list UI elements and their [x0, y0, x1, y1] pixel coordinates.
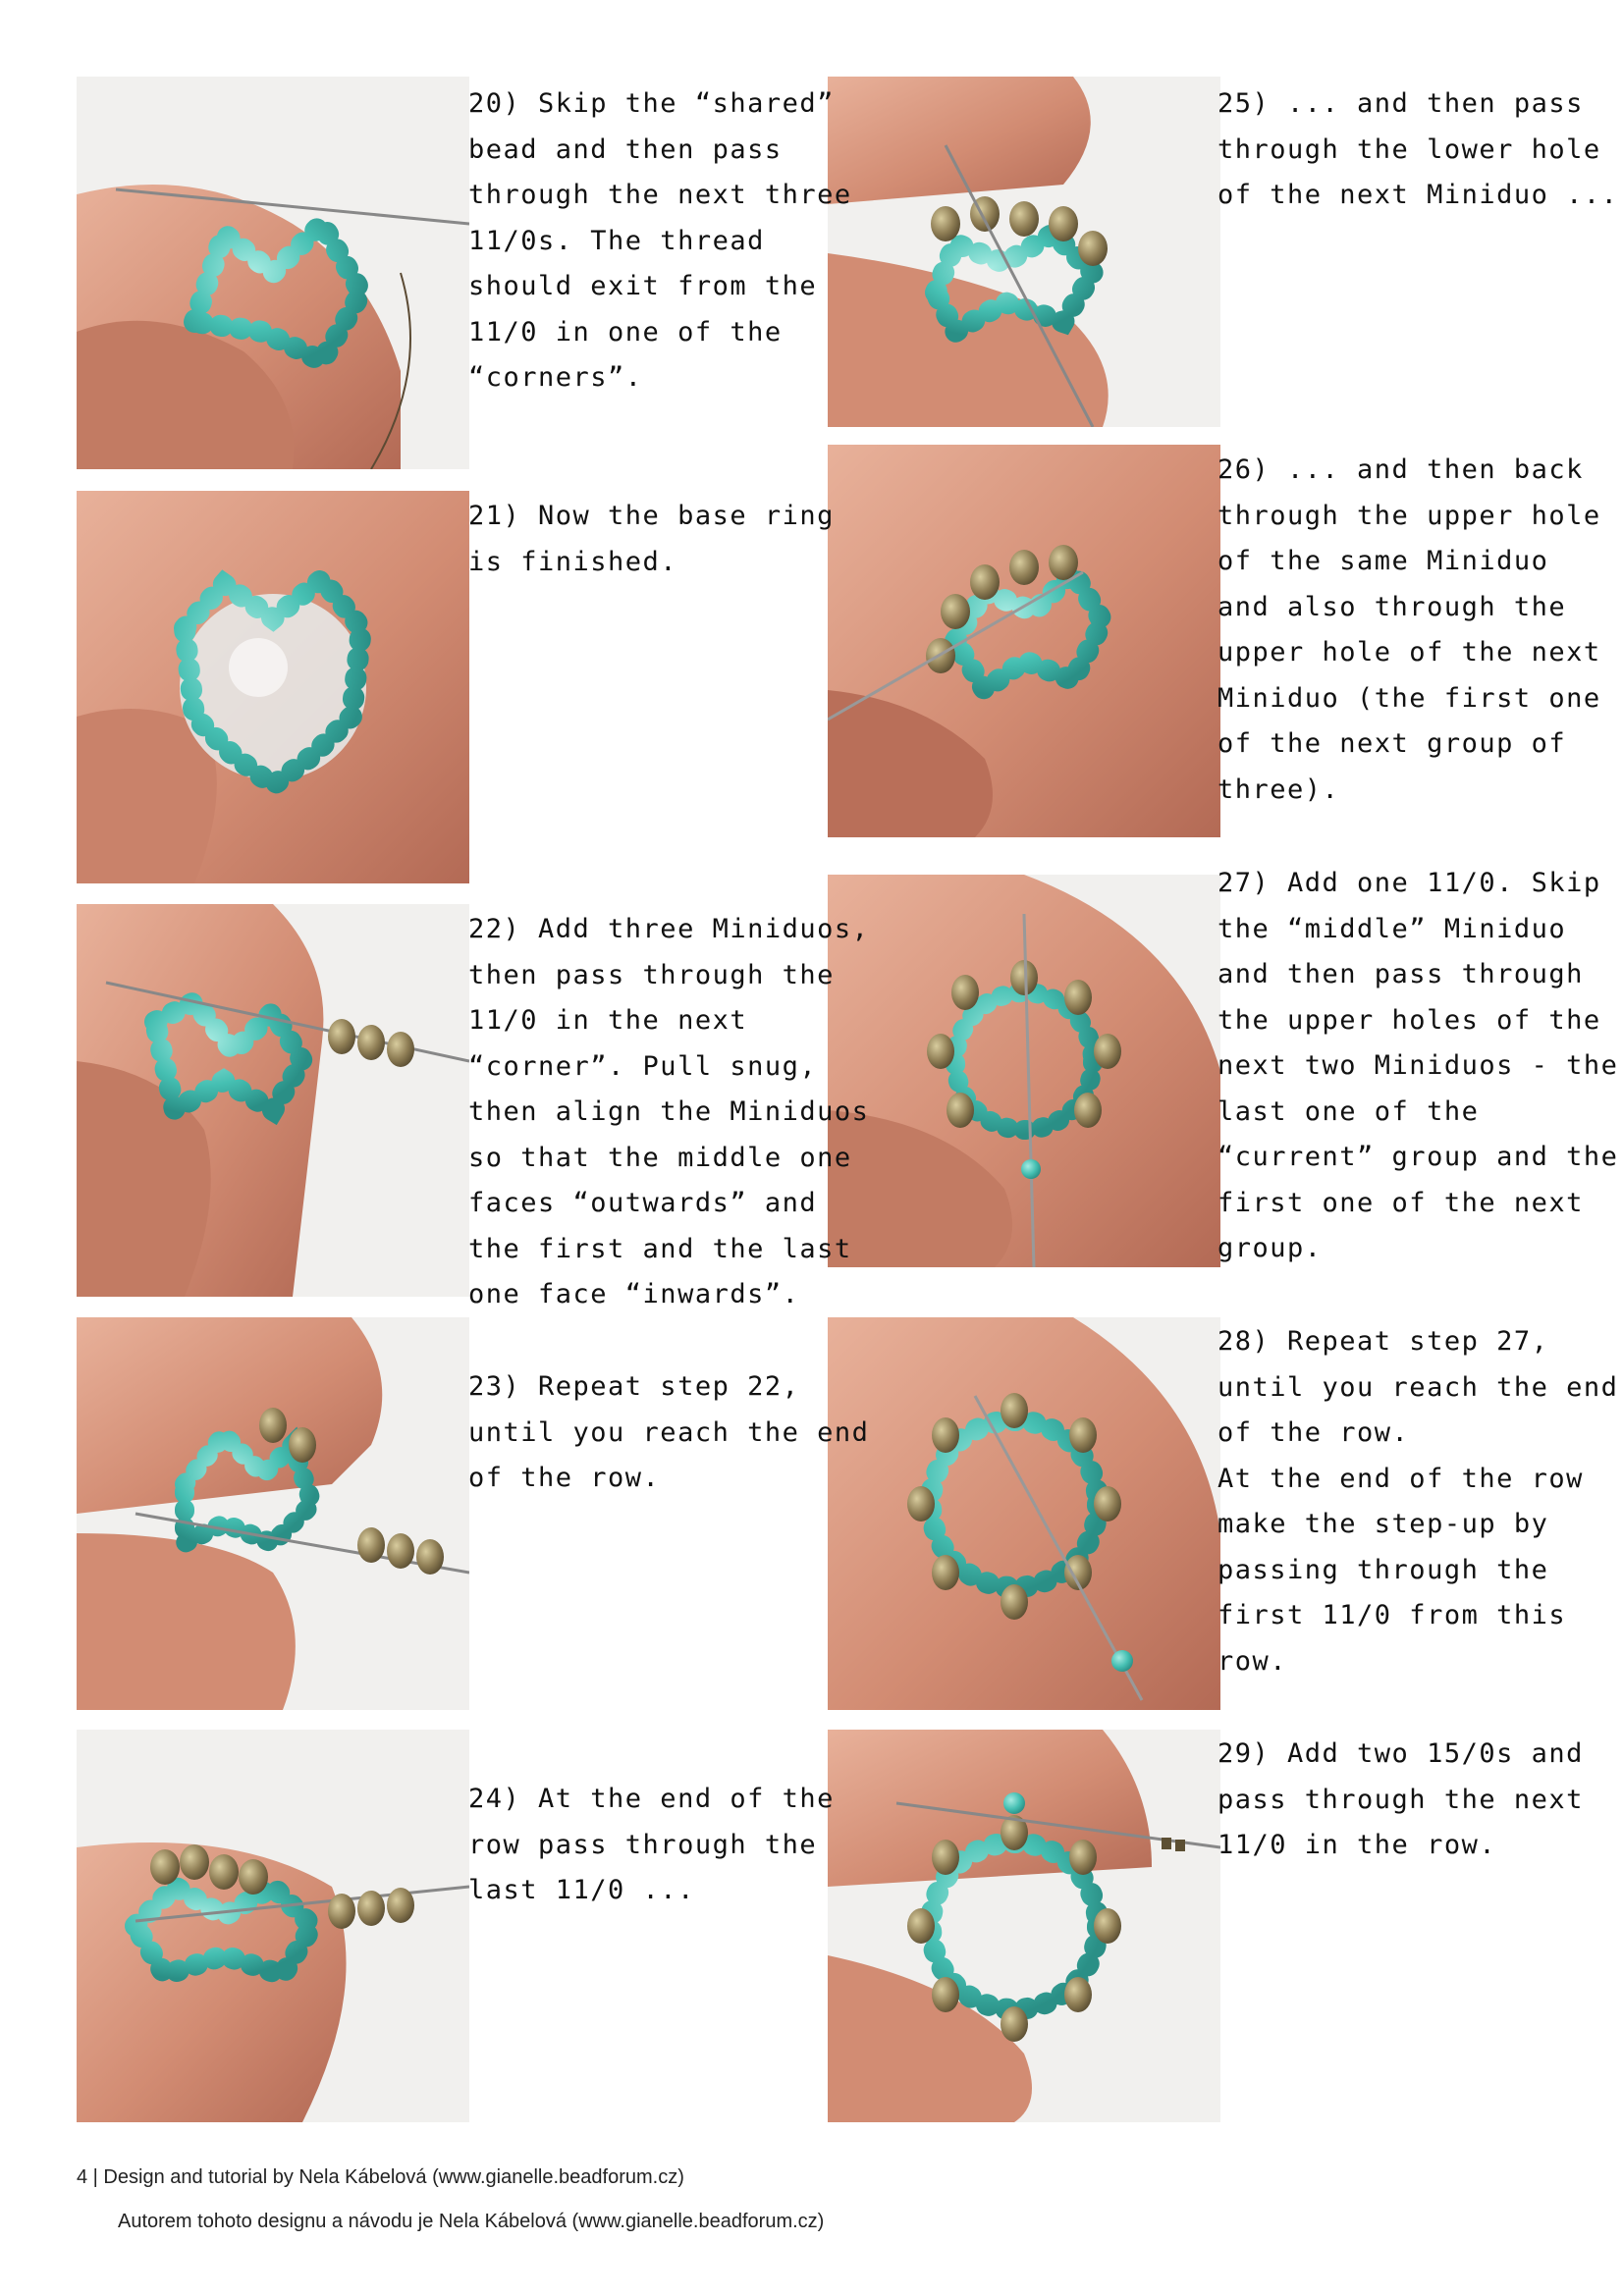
step-21-photo: [77, 491, 469, 883]
footer-credit-czech: Autorem tohoto designu a návodu je Nela Kábelová (www.gianelle.beadforum.cz): [118, 2211, 825, 2232]
step-21-text: 21) Now the base ring is finished.: [468, 501, 835, 577]
step-25-photo: [828, 77, 1220, 427]
step-27-photo: [828, 875, 1220, 1267]
step-27-illustration: [828, 875, 1220, 1267]
step-20-text: 20) Skip the “shared” bead and then pass through the next three 11/0s. The thread should exit from the 11/0 in one of the “corners”.: [468, 88, 852, 393]
step-28-text: 28) Repeat step 27, until you reach the end of the row. At the end of the row make the step-up by passing through the first 11/0 from this row.: [1217, 1326, 1619, 1677]
step-28-photo: [828, 1317, 1220, 1710]
step-20-photo: [77, 77, 469, 469]
step-23-illustration: [77, 1317, 469, 1710]
step-23-text: 23) Repeat step 22, until you reach the end of the row.: [468, 1371, 870, 1493]
step-22-photo: [77, 904, 469, 1297]
step-25-text: 25) ... and then pass through the lower hole of the next Miniduo ...: [1217, 88, 1619, 210]
step-26-photo: [828, 445, 1220, 837]
step-28-illustration: [828, 1317, 1220, 1710]
step-24-text: 24) At the end of the row pass through the last 11/0 ...: [468, 1784, 835, 1905]
step-27-text: 27) Add one 11/0. Skip the “middle” Miniduo and then pass through the upper holes of the next two Miniduos - the last one of the “current” group and the first one of the next group.: [1217, 868, 1619, 1263]
step-29-illustration: [828, 1730, 1220, 2122]
step-24-photo: [77, 1730, 469, 2122]
step-26-text: 26) ... and then back through the upper hole of the same Miniduo and also through the upper hole of the next Miniduo (the first one of the next group of three).: [1217, 454, 1601, 805]
footer-credit: 4 | Design and tutorial by Nela Kábelová (www.gianelle.beadforum.cz): [77, 2166, 684, 2188]
step-25-illustration: [828, 77, 1220, 427]
step-20-illustration: [77, 77, 469, 469]
step-23-photo: [77, 1317, 469, 1710]
step-24-illustration: [77, 1730, 469, 2122]
step-26-illustration: [828, 445, 1220, 837]
step-22-illustration: [77, 904, 469, 1297]
step-29-photo: [828, 1730, 1220, 2122]
step-29-text: 29) Add two 15/0s and pass through the next 11/0 in the row.: [1217, 1738, 1584, 1860]
step-22-text: 22) Add three Miniduos, then pass through the 11/0 in the next “corner”. Pull snug, then align the Miniduos so that the middle one faces “outwards” and the first and the last one face “inwards”.: [468, 914, 870, 1309]
step-21-illustration: [77, 491, 469, 883]
